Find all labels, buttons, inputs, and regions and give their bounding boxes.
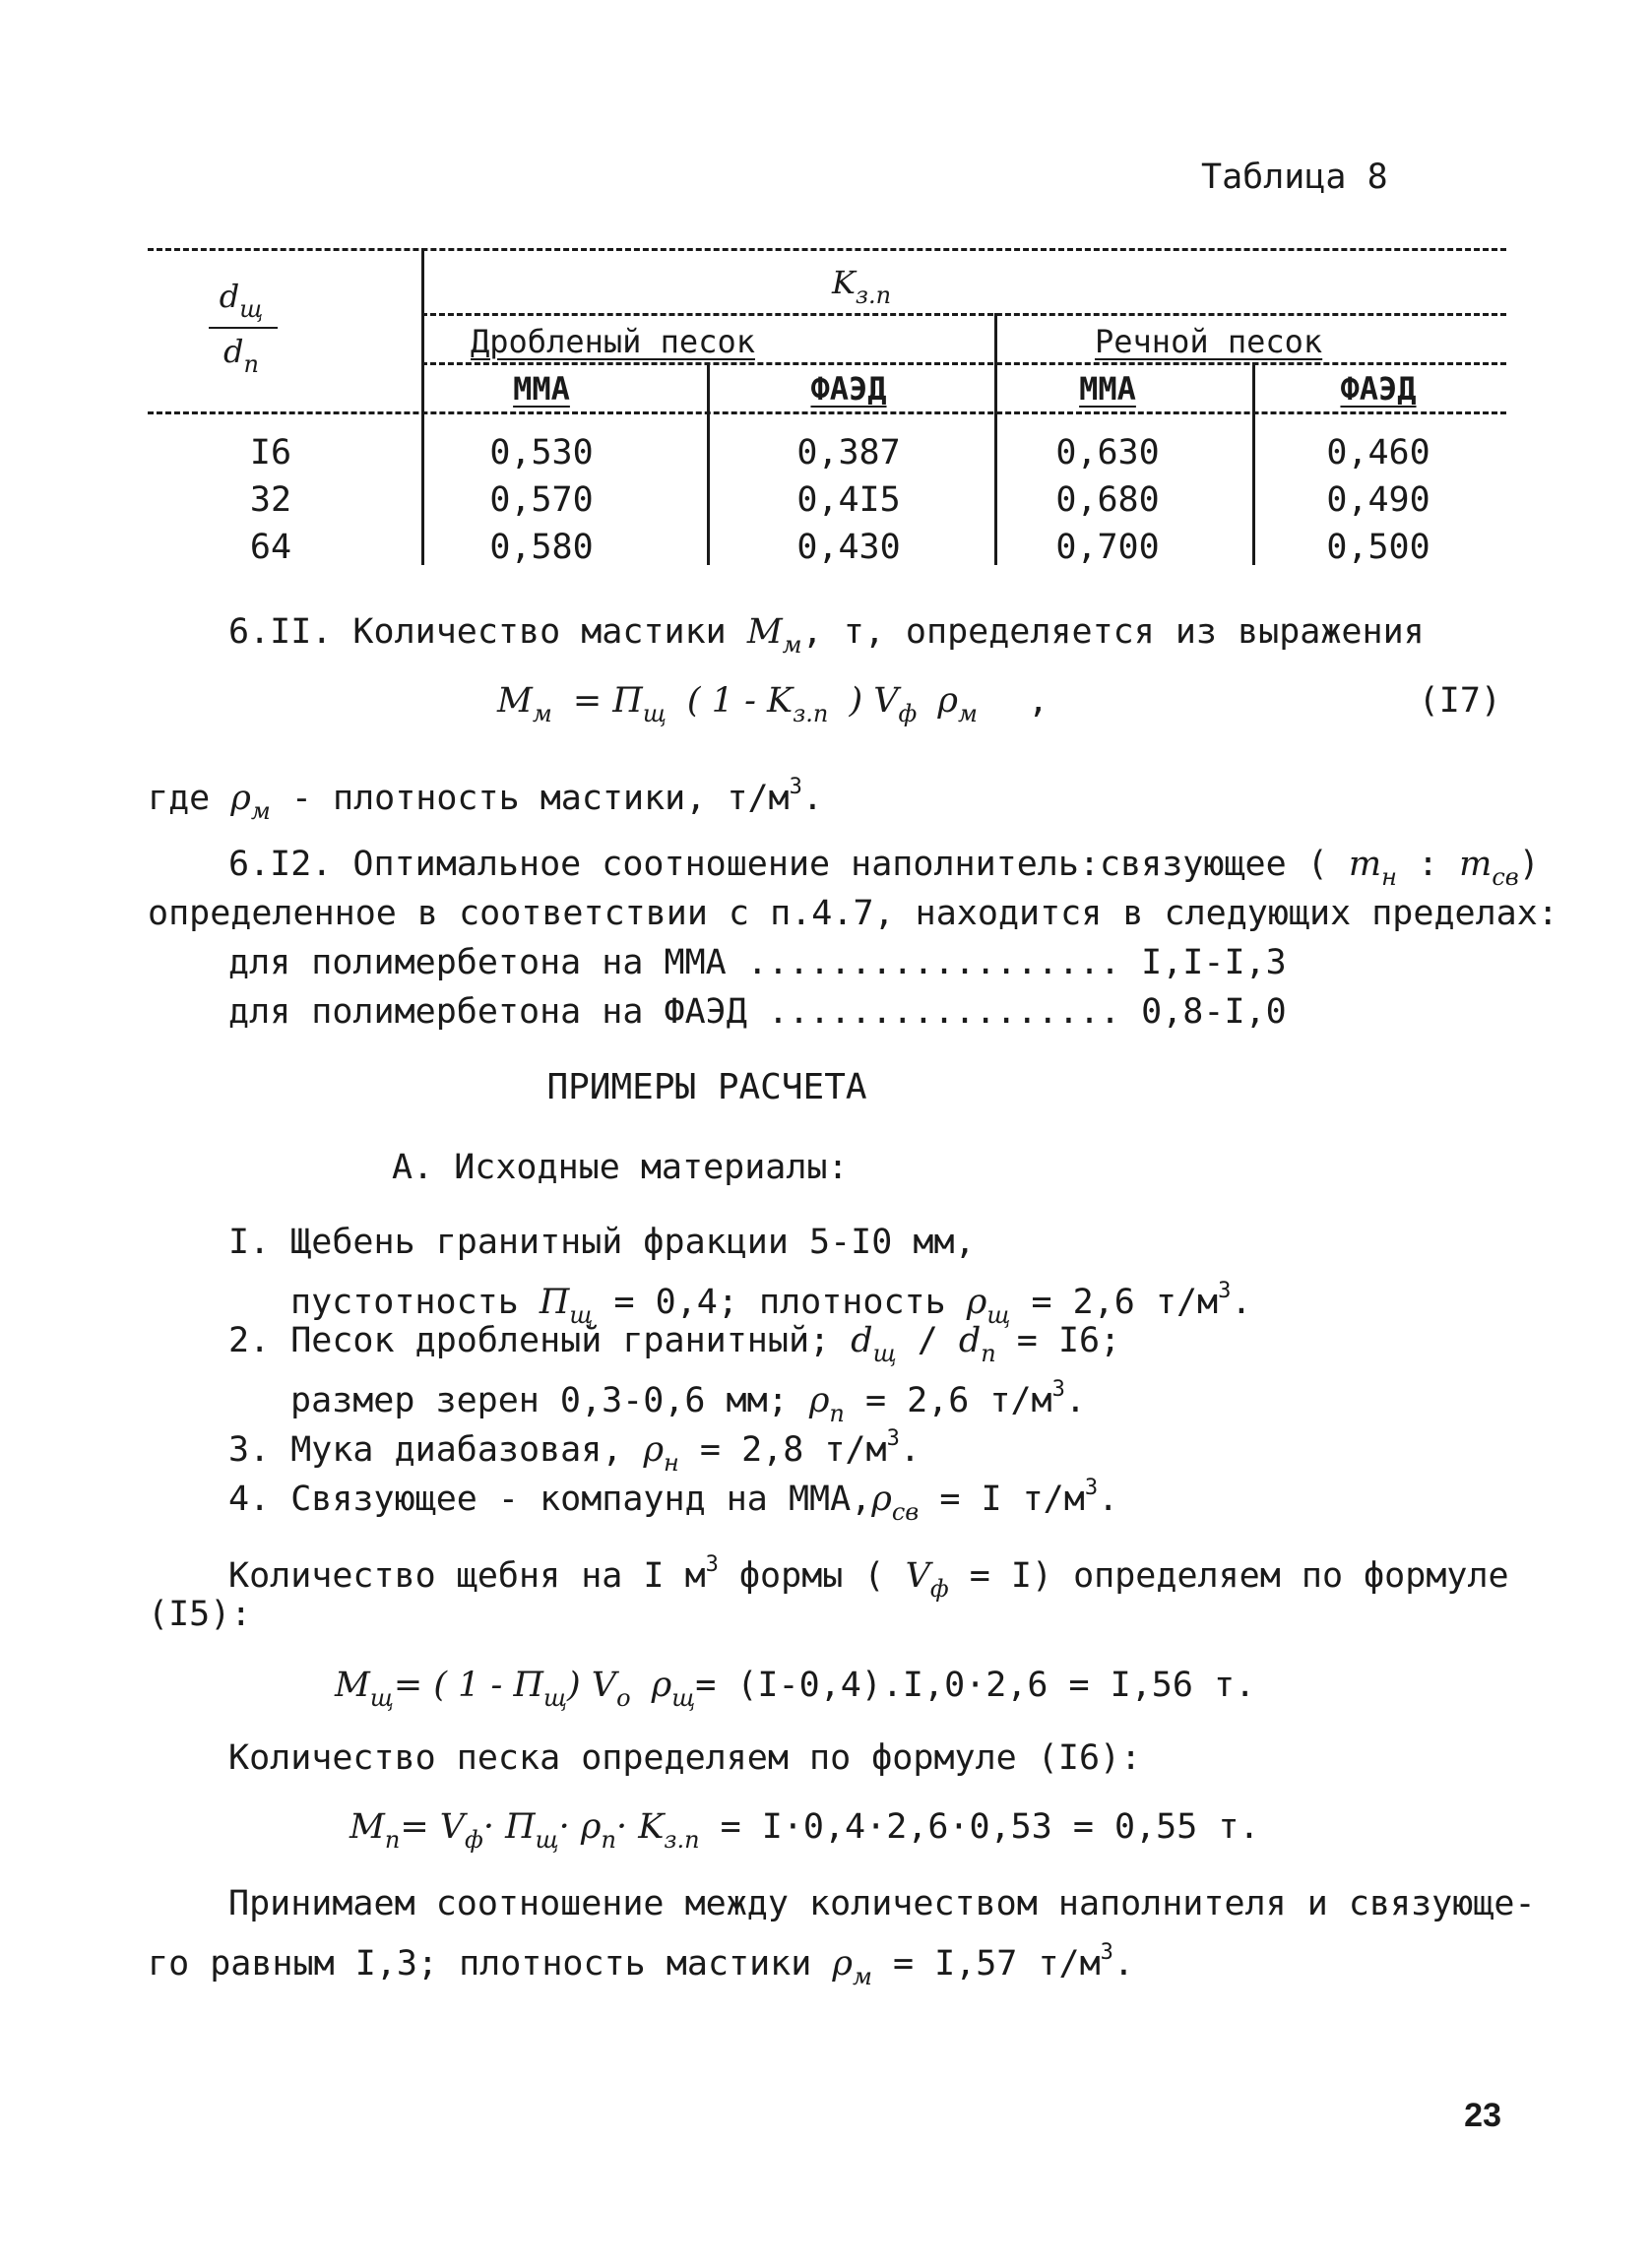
table-head-rule bbox=[148, 411, 1506, 414]
table-cell: 0,500 bbox=[1326, 528, 1430, 567]
where-line: где $\rho_м$ - плотность мастики, $т/м^3$. bbox=[148, 775, 823, 825]
item-2-line1: 2. Песок дробленый гранитный; $d_щ / d_п = I6$; bbox=[228, 1321, 1121, 1367]
item-4: 4. Связующее - компаунд на $ММА,\rho_{св} = I$ $т/м^3$. bbox=[228, 1476, 1119, 1526]
paragraph-6-11: 6.II. Количество мастики $M_м$, т, определяется из выражения bbox=[228, 612, 1425, 659]
accept-line2: го равным I,3; плотность мастики $\rho_м = I,57$ $т/м^3$. bbox=[148, 1940, 1134, 1990]
span-header: $K_{з.п}$ bbox=[831, 264, 892, 309]
table-cell: 0,387 bbox=[796, 433, 901, 472]
table-cell: 0,700 bbox=[1055, 528, 1160, 567]
subheader-faed-2: ФАЭД bbox=[1340, 370, 1417, 408]
page-number: 23 bbox=[1464, 2097, 1501, 2134]
table-cell: 0,430 bbox=[796, 528, 901, 567]
item-1-line2: пустотность $П_щ = 0,4$; плотность $\rho_щ = 2,6$ $т/м^3$. bbox=[290, 1279, 1252, 1329]
item-1-line1: I. Щебень гранитный фракции 5-I0 мм, bbox=[228, 1223, 976, 1262]
gravel-intro-line2: (I5): bbox=[148, 1595, 252, 1634]
table-cell: 0,4I5 bbox=[796, 480, 901, 520]
table-top-rule bbox=[148, 248, 1506, 251]
accept-line1: Принимаем соотношение между количеством наполнителя и связующе- bbox=[228, 1884, 1536, 1923]
paragraph-6-12-line3: для полимербетона на ММА .................. I,I-I,3 bbox=[228, 943, 1287, 982]
table-cell-d: 32 bbox=[249, 480, 292, 520]
paragraph-6-12-line2: определенное в соответствии с п.4.7, находится в следующих пределах: bbox=[148, 894, 1558, 933]
table-caption: Таблица 8 bbox=[1201, 158, 1388, 197]
table-vline-4 bbox=[1252, 362, 1255, 565]
row-header-fraction-bar bbox=[209, 327, 278, 329]
table-cell: 0,460 bbox=[1326, 433, 1430, 472]
table-vline-1 bbox=[421, 248, 424, 565]
table-cell: 0,490 bbox=[1326, 480, 1430, 520]
group-header-crushed-sand: Дробленый песок bbox=[471, 323, 755, 360]
group-header-river-sand: Речной песок bbox=[1095, 323, 1323, 360]
item-3: 3. Мука диабазовая, $\rho_н = 2,8$ $т/м^3$. bbox=[228, 1426, 921, 1477]
gravel-formula: $M_щ=$ ( $1 - П_щ$) $V_о$ $\rho_щ= (I-0,4).I,0\cdot 2,6 = I,56$ т. bbox=[335, 1666, 1256, 1712]
table-cell: 0,680 bbox=[1055, 480, 1160, 520]
sand-intro: Количество песка определяем по формуле (I6): bbox=[228, 1738, 1142, 1778]
gravel-intro-line1: Количество щебня на I $м^3$ формы ( $V_ф = I$) определяем по формуле bbox=[228, 1552, 1509, 1603]
paragraph-6-12-line1: 6.I2. Оптимальное соотношение наполнитель:связующее ( $m_н$ : $m_{св}$) bbox=[228, 845, 1540, 891]
paragraph-6-12-line4: для полимербетона на ФАЭД ................. 0,8-I,0 bbox=[228, 992, 1287, 1032]
table-group-rule bbox=[421, 362, 1506, 365]
table-vline-2 bbox=[707, 362, 710, 565]
subheader-mma-2: ММА bbox=[1079, 370, 1136, 408]
subheader-faed-1: ФАЭД bbox=[810, 370, 887, 408]
table-cell: 0,530 bbox=[489, 433, 594, 472]
table-vline-3 bbox=[994, 313, 997, 565]
table-cell-d: 64 bbox=[249, 528, 292, 567]
table-cell: 0,580 bbox=[489, 528, 594, 567]
row-header-bottom: $d_п$ bbox=[223, 333, 259, 378]
subheader-mma-1: ММА bbox=[513, 370, 570, 408]
table-span-rule bbox=[421, 313, 1506, 316]
formula-17: $M_м = П_щ$ ( $1 - K_{з.п}$ ) $V_ф$ $\rho_м$ , bbox=[497, 681, 1049, 727]
formula-17-number: (I7) bbox=[1418, 681, 1501, 721]
table-cell: 0,570 bbox=[489, 480, 594, 520]
row-header-top: $d_щ$ bbox=[219, 278, 264, 323]
sand-formula: $M_п= V_ф\cdot П_щ\cdot \rho_п\cdot K_{з.п} = I\cdot 0,4\cdot 2,6\cdot 0,53 = 0,55$ т. bbox=[349, 1807, 1260, 1854]
table-cell-d: I6 bbox=[249, 433, 292, 472]
item-2-line2: размер зерен 0,3-0,6 мм; $\rho_п = 2,6$ $т/м^3$. bbox=[290, 1377, 1086, 1427]
section-a-heading: А. Исходные материалы: bbox=[392, 1148, 849, 1187]
examples-title: ПРИМЕРЫ РАСЧЕТА bbox=[546, 1067, 867, 1107]
table-cell: 0,630 bbox=[1055, 433, 1160, 472]
